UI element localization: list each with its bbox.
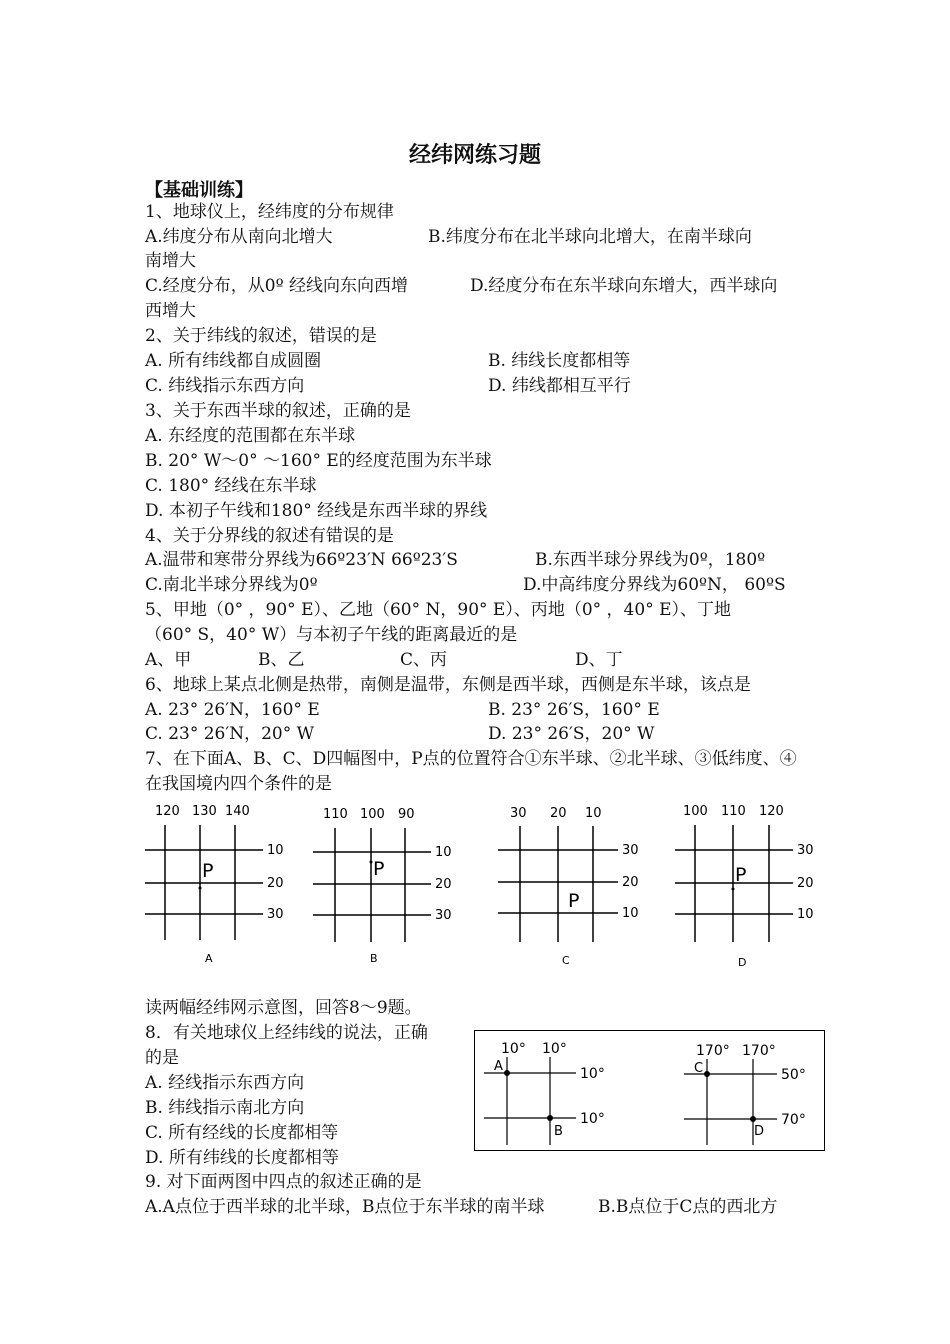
text-line: A. 所有纬线都自成圆圈 [145,351,322,371]
text-line: A.温带和寒带分界线为66º23′N 66º23′S [145,550,458,570]
text-line: 9. 对下面两图中四点的叙述正确的是 [145,1172,422,1192]
text-line: （60° S，40° W）与本初子午线的距离最近的是 [145,625,518,645]
grid-right-label: 30 [267,907,284,922]
text-line: C. 180° 经线在东半球 [145,476,317,496]
text-line: D. 纬线都相互平行 [488,376,631,396]
text-line: A. 23° 26′N，160° E [145,700,320,720]
grid-top-label: 170° [742,1043,776,1059]
text-line: 5、甲地（0° ，90° E）、乙地（60° N，90° E）、丙地（0° ，40° E）、丁地 [145,600,732,620]
grid-top-label: 30 [510,806,527,821]
grid-top-label: 10° [542,1041,567,1057]
grid-figure-c [498,800,658,970]
grid-top-label: 110 [721,804,746,819]
point-d-label: D [754,1124,765,1139]
grid-top-label: 120 [759,804,784,819]
grid-right-label: 20 [435,877,452,892]
text-line: 读两幅经纬网示意图，回答8～9题。 [145,998,422,1018]
grid-right-label: 30 [797,843,814,858]
text-line: A.A点位于西半球的北半球，B点位于东半球的南半球 [145,1197,545,1217]
page-title: 经纬网练习题 [408,143,541,168]
grid-top-label: 100 [683,804,708,819]
grid-right-label: 70° [781,1112,806,1128]
q8-figure [474,1030,826,1152]
text-line: B.纬度分布在北半球向北增大，在南半球向 [428,227,752,247]
grid-right-label: 10 [797,907,814,922]
text-line: B、乙 [258,650,305,670]
text-line: C、丙 [400,650,448,670]
grid-right-label: 10 [622,906,639,921]
text-line: A.纬度分布从南向北增大 [145,227,333,247]
grid-top-label: 130 [192,804,217,819]
text-line: 在我国境内四个条件的是 [145,774,332,794]
text-line: 南增大 [145,251,196,271]
text-line: 西增大 [145,301,196,321]
text-line: B. 23° 26′S，160° E [488,700,660,720]
text-line: 8．有关地球仪上经纬线的说法，正确 [145,1023,428,1043]
point-d-marker [750,1116,756,1122]
text-line: A. 东经度的范围都在东半球 [145,426,356,446]
grid-caption: B [370,952,378,965]
grid-caption: C [562,954,570,967]
text-line: 1、地球仪上，经纬度的分布规律 [145,202,394,222]
grid-right-label: 20 [267,876,284,891]
text-line: A、甲 [145,650,192,670]
section-heading: 【基础训练】 [145,180,253,201]
point-p: P [735,864,747,886]
point-b-marker [547,1115,553,1121]
text-line: B.B点位于C点的西北方 [598,1197,778,1217]
text-line: B. 20° W～0° ～160° E的经度范围为东半球 [145,451,492,471]
text-line: D. 所有纬线的长度都相等 [145,1148,339,1168]
text-line: C. 所有经线的长度都相等 [145,1123,339,1143]
text-line: B. 纬线长度都相等 [488,351,631,371]
point-c-label: C [694,1061,704,1076]
point-a-label: A [494,1059,503,1074]
text-line: C.南北半球分界线为0º [145,575,318,595]
grid-figure-b [313,800,473,970]
grid-top-label: 100 [360,807,385,822]
grid-right-label: 20 [622,875,639,890]
text-line: B.东西半球分界线为0º，180º [535,550,766,570]
text-line: 6、地球上某点北侧是热带，南侧是温带，东侧是西半球，西侧是东半球，该点是 [145,675,751,695]
point-p: P [568,890,580,912]
text-line: A. 经线指示东西方向 [145,1073,305,1093]
grid-top-label: 90 [398,807,415,822]
grid-caption: A [205,952,213,965]
text-line: D. 本初子午线和180° 经线是东西半球的界线 [145,501,488,521]
grid-right-label: 50° [781,1067,806,1083]
grid-top-label: 140 [225,804,250,819]
point-c-marker [704,1071,710,1077]
grid-top-label: 120 [155,804,180,819]
grid-top-label: 170° [696,1043,730,1059]
point-b-label: B [554,1124,563,1139]
grid-right-label: 30 [622,843,639,858]
text-line: 2、关于纬线的叙述，错误的是 [145,326,377,346]
point-p: P [202,860,214,882]
grid-right-label: 30 [435,908,452,923]
grid-right-label: 10 [267,843,284,858]
grid-right-label: 10° [580,1066,605,1082]
text-line: C. 纬线指示东西方向 [145,376,305,396]
text-line: B. 纬线指示南北方向 [145,1098,305,1118]
text-line: C.经度分布，从0º 经线向东向西增 [145,276,409,296]
text-line: 3、关于东西半球的叙述，正确的是 [145,401,411,421]
text-line: D.中高纬度分界线为60ºN， 60ºS [523,575,786,595]
grid-top-label: 10° [501,1041,526,1057]
text-line: D. 23° 26′S，20° W [488,724,655,744]
text-line: C. 23° 26′N，20° W [145,724,315,744]
grid-top-label: 110 [323,807,348,822]
grid-right-label: 10° [580,1111,605,1127]
grid-top-label: 20 [550,806,567,821]
text-line: 4、关于分界线的叙述有错误的是 [145,526,394,546]
text-line: 的是 [145,1048,179,1068]
grid-figure-d [675,800,835,970]
text-line: 7、在下面A、B、C、D四幅图中，P点的位置符合①东半球、②北半球、③低纬度、④ [145,749,797,769]
grid-right-label: 20 [797,876,814,891]
point-a-marker [504,1070,510,1076]
text-line: D.经度分布在东半球向东增大，西半球向 [470,276,778,296]
point-p: P [373,858,385,880]
grid-top-label: 10 [585,806,602,821]
text-line: D、丁 [575,650,623,670]
grid-caption: D [738,956,747,969]
grid-right-label: 10 [435,845,452,860]
grid-figure-a [145,800,305,970]
